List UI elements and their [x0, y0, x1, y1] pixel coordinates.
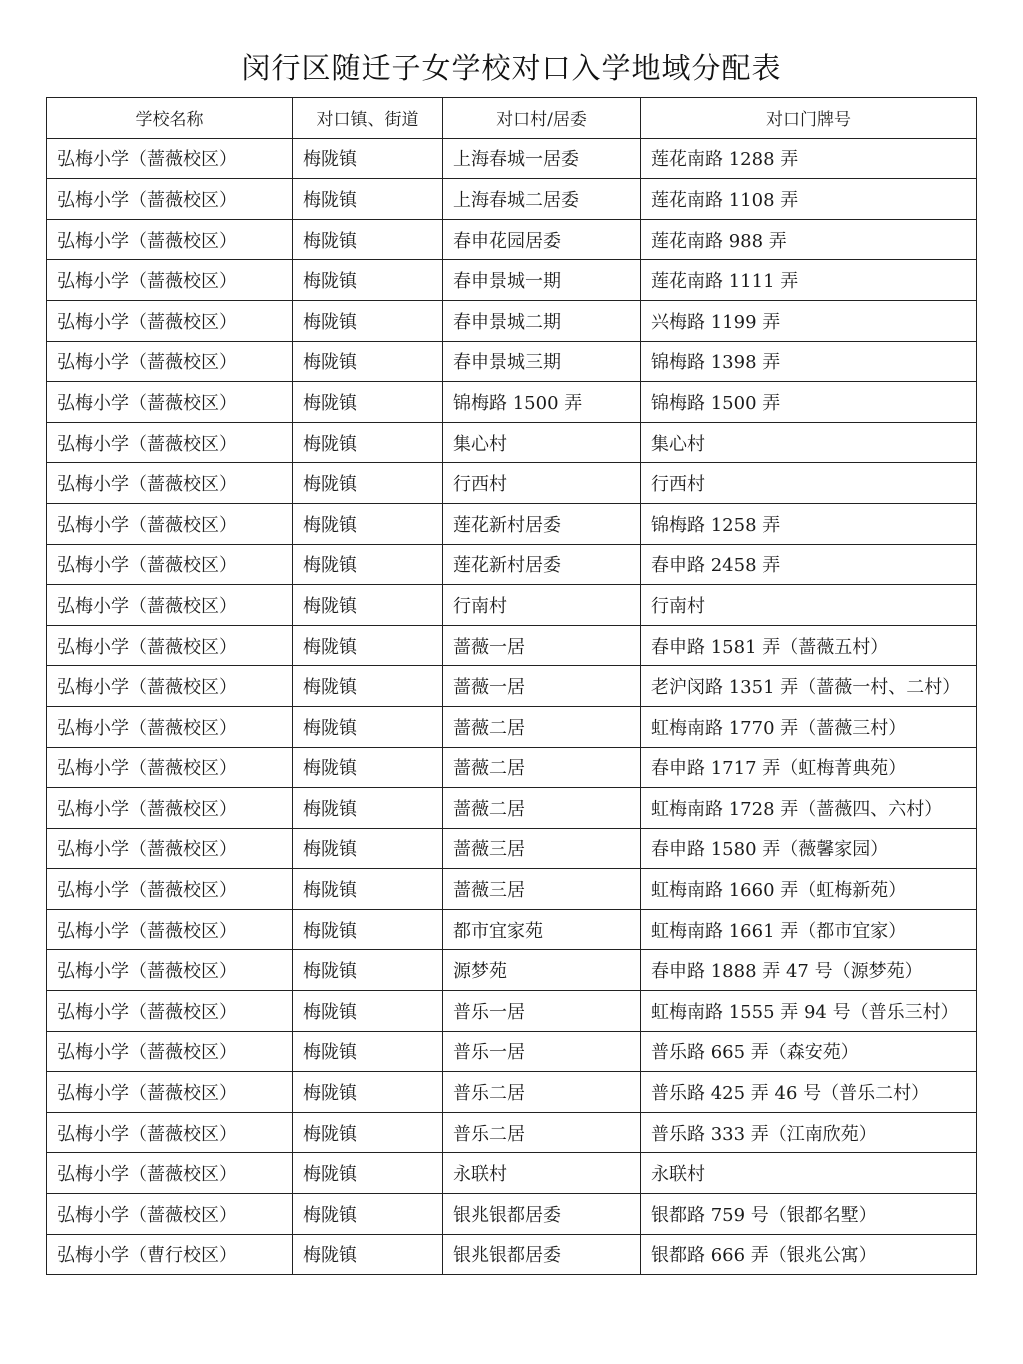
cell-house-number: 虹梅南路 1770 弄（蔷薇三村） — [641, 706, 977, 747]
cell-town-street: 梅陇镇 — [293, 1072, 443, 1113]
table-row — [47, 260, 977, 301]
cell-town-street: 梅陇镇 — [293, 463, 443, 504]
cell-house-number: 集心村 — [641, 422, 977, 463]
cell-town-street: 梅陇镇 — [293, 544, 443, 585]
cell-village-committee: 永联村 — [443, 1153, 641, 1194]
cell-school-name: 弘梅小学（蔷薇校区） — [47, 503, 293, 544]
table-header — [47, 98, 977, 139]
cell-village-committee: 行南村 — [443, 585, 641, 626]
table-row — [47, 991, 977, 1032]
cell-village-committee: 源梦苑 — [443, 950, 641, 991]
table-row — [47, 544, 977, 585]
table-row — [47, 1072, 977, 1113]
cell-house-number: 锦梅路 1258 弄 — [641, 503, 977, 544]
cell-town-street: 梅陇镇 — [293, 1153, 443, 1194]
cell-town-street: 梅陇镇 — [293, 950, 443, 991]
cell-town-street: 梅陇镇 — [293, 1194, 443, 1235]
cell-house-number: 银都路 666 弄（银兆公寓） — [641, 1234, 977, 1275]
cell-town-street: 梅陇镇 — [293, 138, 443, 179]
cell-house-number: 虹梅南路 1660 弄（虹梅新苑） — [641, 869, 977, 910]
allocation-table — [46, 97, 977, 1275]
cell-house-number: 春申路 1581 弄（蔷薇五村） — [641, 625, 977, 666]
cell-village-committee: 普乐一居 — [443, 991, 641, 1032]
cell-school-name: 弘梅小学（蔷薇校区） — [47, 625, 293, 666]
cell-village-committee: 蔷薇一居 — [443, 625, 641, 666]
table-row — [47, 585, 977, 626]
cell-town-street: 梅陇镇 — [293, 666, 443, 707]
header-town-street: 对口镇、街道 — [293, 98, 443, 139]
cell-village-committee: 蔷薇一居 — [443, 666, 641, 707]
page-title: 闵行区随迁子女学校对口入学地域分配表 — [241, 51, 782, 85]
cell-village-committee: 春申景城二期 — [443, 300, 641, 341]
cell-school-name: 弘梅小学（曹行校区） — [47, 1234, 293, 1275]
cell-school-name: 弘梅小学（蔷薇校区） — [47, 300, 293, 341]
table-row — [47, 869, 977, 910]
cell-house-number: 春申路 1580 弄（薇馨家园） — [641, 828, 977, 869]
table-row — [47, 747, 977, 788]
cell-school-name: 弘梅小学（蔷薇校区） — [47, 1112, 293, 1153]
cell-house-number: 普乐路 425 弄 46 号（普乐二村） — [641, 1072, 977, 1113]
cell-house-number: 兴梅路 1199 弄 — [641, 300, 977, 341]
cell-village-committee: 普乐二居 — [443, 1112, 641, 1153]
cell-school-name: 弘梅小学（蔷薇校区） — [47, 341, 293, 382]
header-village-committee: 对口村/居委 — [443, 98, 641, 139]
cell-school-name: 弘梅小学（蔷薇校区） — [47, 869, 293, 910]
cell-house-number: 行西村 — [641, 463, 977, 504]
cell-house-number: 春申路 2458 弄 — [641, 544, 977, 585]
cell-town-street: 梅陇镇 — [293, 1031, 443, 1072]
cell-village-committee: 莲花新村居委 — [443, 503, 641, 544]
cell-town-street: 梅陇镇 — [293, 341, 443, 382]
cell-town-street: 梅陇镇 — [293, 909, 443, 950]
cell-village-committee: 春申花园居委 — [443, 219, 641, 260]
cell-village-committee: 普乐一居 — [443, 1031, 641, 1072]
cell-house-number: 普乐路 333 弄（江南欣苑） — [641, 1112, 977, 1153]
cell-school-name: 弘梅小学（蔷薇校区） — [47, 422, 293, 463]
cell-town-street: 梅陇镇 — [293, 585, 443, 626]
cell-school-name: 弘梅小学（蔷薇校区） — [47, 179, 293, 220]
cell-town-street: 梅陇镇 — [293, 706, 443, 747]
table-row — [47, 1112, 977, 1153]
table-body — [47, 138, 977, 1275]
cell-school-name: 弘梅小学（蔷薇校区） — [47, 828, 293, 869]
cell-town-street: 梅陇镇 — [293, 625, 443, 666]
cell-school-name: 弘梅小学（蔷薇校区） — [47, 544, 293, 585]
cell-village-committee: 锦梅路 1500 弄 — [443, 382, 641, 423]
table-row — [47, 219, 977, 260]
cell-village-committee: 银兆银都居委 — [443, 1194, 641, 1235]
cell-school-name: 弘梅小学（蔷薇校区） — [47, 1072, 293, 1113]
table-row — [47, 909, 977, 950]
cell-house-number: 永联村 — [641, 1153, 977, 1194]
cell-school-name: 弘梅小学（蔷薇校区） — [47, 1031, 293, 1072]
cell-house-number: 春申路 1888 弄 47 号（源梦苑） — [641, 950, 977, 991]
table-row — [47, 138, 977, 179]
cell-village-committee: 春申景城一期 — [443, 260, 641, 301]
cell-school-name: 弘梅小学（蔷薇校区） — [47, 1153, 293, 1194]
cell-school-name: 弘梅小学（蔷薇校区） — [47, 585, 293, 626]
cell-town-street: 梅陇镇 — [293, 382, 443, 423]
table-row — [47, 341, 977, 382]
cell-house-number: 普乐路 665 弄（森安苑） — [641, 1031, 977, 1072]
cell-village-committee: 蔷薇二居 — [443, 788, 641, 829]
table-row — [47, 1234, 977, 1275]
cell-house-number: 春申路 1717 弄（虹梅菁典苑） — [641, 747, 977, 788]
cell-school-name: 弘梅小学（蔷薇校区） — [47, 382, 293, 423]
cell-school-name: 弘梅小学（蔷薇校区） — [47, 1194, 293, 1235]
cell-school-name: 弘梅小学（蔷薇校区） — [47, 138, 293, 179]
cell-school-name: 弘梅小学（蔷薇校区） — [47, 260, 293, 301]
table-row — [47, 1153, 977, 1194]
cell-town-street: 梅陇镇 — [293, 1234, 443, 1275]
cell-town-street: 梅陇镇 — [293, 300, 443, 341]
cell-town-street: 梅陇镇 — [293, 869, 443, 910]
cell-school-name: 弘梅小学（蔷薇校区） — [47, 219, 293, 260]
cell-town-street: 梅陇镇 — [293, 260, 443, 301]
cell-village-committee: 集心村 — [443, 422, 641, 463]
table-row — [47, 666, 977, 707]
cell-house-number: 锦梅路 1398 弄 — [641, 341, 977, 382]
header-row — [47, 98, 977, 139]
cell-town-street: 梅陇镇 — [293, 503, 443, 544]
cell-village-committee: 上海春城一居委 — [443, 138, 641, 179]
header-house-number: 对口门牌号 — [641, 98, 977, 139]
table-row — [47, 503, 977, 544]
cell-village-committee: 都市宜家苑 — [443, 909, 641, 950]
cell-village-committee: 银兆银都居委 — [443, 1234, 641, 1275]
table-row — [47, 422, 977, 463]
table-row — [47, 1194, 977, 1235]
cell-house-number: 莲花南路 988 弄 — [641, 219, 977, 260]
cell-village-committee: 蔷薇二居 — [443, 747, 641, 788]
cell-school-name: 弘梅小学（蔷薇校区） — [47, 666, 293, 707]
cell-town-street: 梅陇镇 — [293, 828, 443, 869]
cell-village-committee: 上海春城二居委 — [443, 179, 641, 220]
cell-house-number: 虹梅南路 1661 弄（都市宜家） — [641, 909, 977, 950]
cell-school-name: 弘梅小学（蔷薇校区） — [47, 788, 293, 829]
cell-town-street: 梅陇镇 — [293, 788, 443, 829]
cell-town-street: 梅陇镇 — [293, 219, 443, 260]
cell-house-number: 莲花南路 1108 弄 — [641, 179, 977, 220]
table-row — [47, 463, 977, 504]
cell-house-number: 行南村 — [641, 585, 977, 626]
table-row — [47, 706, 977, 747]
cell-school-name: 弘梅小学（蔷薇校区） — [47, 463, 293, 504]
cell-school-name: 弘梅小学（蔷薇校区） — [47, 950, 293, 991]
table-row — [47, 950, 977, 991]
cell-village-committee: 蔷薇三居 — [443, 869, 641, 910]
cell-school-name: 弘梅小学（蔷薇校区） — [47, 706, 293, 747]
cell-house-number: 老沪闵路 1351 弄（蔷薇一村、二村） — [641, 666, 977, 707]
header-school-name: 学校名称 — [47, 98, 293, 139]
cell-village-committee: 春申景城三期 — [443, 341, 641, 382]
table-row — [47, 382, 977, 423]
cell-village-committee: 普乐二居 — [443, 1072, 641, 1113]
table-row — [47, 625, 977, 666]
cell-house-number: 虹梅南路 1728 弄（蔷薇四、六村） — [641, 788, 977, 829]
cell-town-street: 梅陇镇 — [293, 1112, 443, 1153]
table-row — [47, 788, 977, 829]
cell-school-name: 弘梅小学（蔷薇校区） — [47, 909, 293, 950]
cell-school-name: 弘梅小学（蔷薇校区） — [47, 747, 293, 788]
table-row — [47, 300, 977, 341]
cell-town-street: 梅陇镇 — [293, 991, 443, 1032]
cell-town-street: 梅陇镇 — [293, 422, 443, 463]
table-row — [47, 1031, 977, 1072]
cell-village-committee: 蔷薇三居 — [443, 828, 641, 869]
cell-house-number: 银都路 759 号（银都名墅） — [641, 1194, 977, 1235]
cell-village-committee: 蔷薇二居 — [443, 706, 641, 747]
table-row — [47, 179, 977, 220]
cell-town-street: 梅陇镇 — [293, 747, 443, 788]
cell-house-number: 锦梅路 1500 弄 — [641, 382, 977, 423]
cell-village-committee: 行西村 — [443, 463, 641, 504]
cell-house-number: 莲花南路 1111 弄 — [641, 260, 977, 301]
cell-house-number: 虹梅南路 1555 弄 94 号（普乐三村） — [641, 991, 977, 1032]
cell-village-committee: 莲花新村居委 — [443, 544, 641, 585]
cell-town-street: 梅陇镇 — [293, 179, 443, 220]
cell-school-name: 弘梅小学（蔷薇校区） — [47, 991, 293, 1032]
cell-house-number: 莲花南路 1288 弄 — [641, 138, 977, 179]
table-row — [47, 828, 977, 869]
